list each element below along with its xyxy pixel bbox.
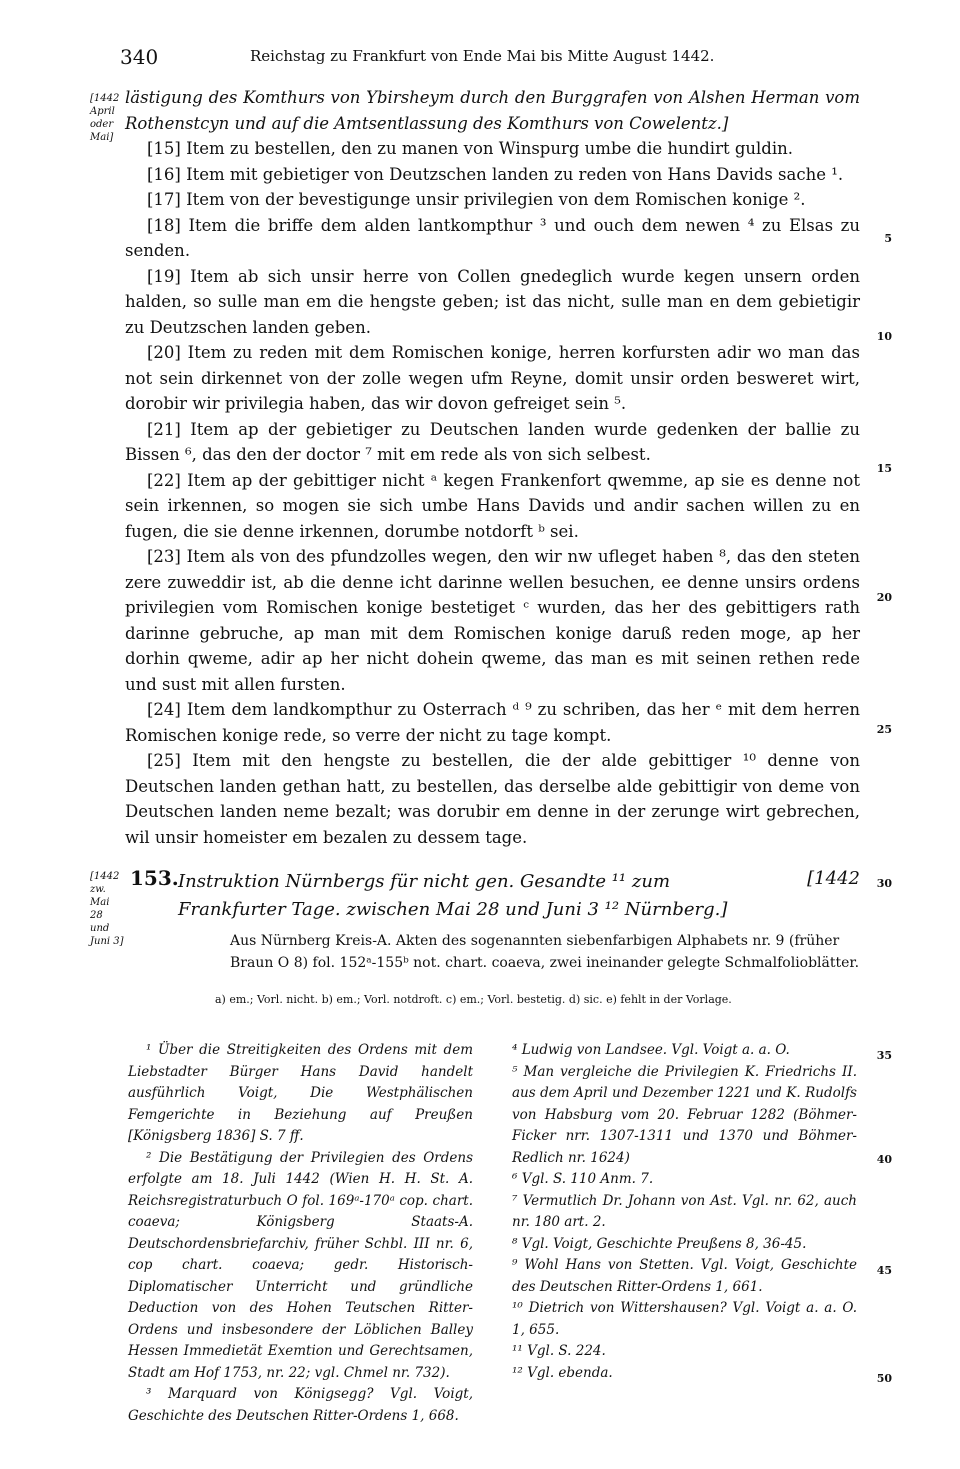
- footnotes-left-column: [128, 1040, 473, 1427]
- footnote-6: ⁶ Vgl. S. 110 Anm. 7.: [512, 1171, 654, 1187]
- footnote-2: ² Die Bestätigung der Privilegien des Ordens erfolgte am 18. Juli 1442 (Wien H. H. St. A. Reichsregistraturbuch O fol. 169ᵃ-170ᵃ cop. chart. coaeva; Königsberg Staats-A. Deutschordensbriefarchiv, früher Schbl. III nr. 6, cop chart. coaeva; gedr. Historisch-Diplomatischer Unterricht und gründliche Deduction von des Hohen Teutschen Ritter-Ordens und insbesondere der Löblichen Balley Hessen Immedietät Exemtion und Gerechtsamen, Stadt am Hof 1753, nr. 22; vgl. Chmel nr. 732).: [128, 1149, 473, 1381]
- running-head: Reichstag zu Frankfurt von Ende Mai bis Mitte August 1442.: [250, 47, 715, 65]
- line-number: 10: [876, 330, 892, 343]
- document-title: Instruktion Nürnbergs für nicht gen. Gesandte ¹¹ zum Frankfurter Tage. zwischen Mai 28 und Juni 3 ¹² Nürnberg.]: [178, 871, 728, 920]
- item-22: [22] Item ap der gebittiger nicht ᵃ kegen Frankenfort qwemme, ap sie es denne not sein irkennen, so mogen sie sich umbe Hans Davids und andir sachen willen zu en fugen, die sie denne irkennen, dorumbe notdorft ᵇ sei.: [125, 470, 860, 541]
- footnote-9: ⁹ Wohl Hans von Stetten. Vgl. Voigt, Geschichte des Deutschen Ritter-Ordens 1, 661.: [512, 1257, 857, 1295]
- body-text: [125, 85, 860, 850]
- item-23: [23] Item als von des pfundzolles wegen, den wir nw ufleget haben ⁸, das den steten zere zuweddir ist, ab die denne icht darinne wellen besuchen, ee denne unsirs ordens privilegien vom Romischen konige bestetiget ᶜ wurden, das her des gebittigers rath darinne gebruche, ap man mit dem Romischen konige daruß reden moge, ap her dorhin qweme, adir ap her nicht dohein qweme, das man es mit seinen rethen rede und sust mit allen fursten.: [125, 547, 860, 694]
- page-number: 340: [120, 45, 159, 69]
- item-20: [20] Item zu reden mit dem Romischen konige, herren korfursten adir wo man das not sein dirkennet von der zolle wegen ufm Reyne, domit unsir orden besweret wirt, dorobir wir privilegia haben, das wir dovon gefreiget sein ⁵.: [125, 343, 860, 413]
- critical-apparatus: a) em.; Vorl. nicht. b) em.; Vorl. notdroft. c) em.; Vorl. bestetig. d) sic. e) fehlt in der Vorlage.: [215, 993, 732, 1006]
- item-15: [15] Item zu bestellen, den zu manen von Winspurg umbe die hundirt guldin.: [147, 139, 794, 158]
- footnote-12: ¹² Vgl. ebenda.: [512, 1364, 613, 1381]
- line-number: 5: [884, 232, 892, 245]
- item-25: [25] Item mit den hengste zu bestellen, die der alde gebittiger ¹⁰ denne von Deutschen landen gethan hatt, zu bestellen, das derselbe alde gebittigir von deme von Deutschen landen neme bezalt; was dorubir em denne in der zerunge wirt gebrechen, wil unsir homeister em bezalen zu dessem tage.: [125, 751, 860, 847]
- footnote-11: ¹¹ Vgl. S. 224.: [512, 1343, 606, 1359]
- item-16: [16] Item mit gebietiger von Deutzschen landen zu reden von Hans Davids sache ¹.: [147, 164, 844, 184]
- line-number: 40: [876, 1153, 892, 1166]
- intro-paragraph: lästigung des Komthurs von Ybirsheym durch den Burggrafen von Alshen Herman vom Rothenstcyn und auf die Amtsentlassung des Komthurs von Cowelentz.]: [125, 88, 860, 133]
- item-17: [17] Item von der bevestigunge unsir privilegien von dem Romischen konige ².: [147, 190, 806, 209]
- line-number: 35: [876, 1049, 892, 1062]
- line-number: 25: [876, 723, 892, 736]
- page-header: [120, 45, 860, 75]
- margin-date-2: [1442 zw. Mai 28 und Juni 3]: [90, 871, 124, 947]
- footnote-10: ¹⁰ Dietrich von Wittershausen? Vgl. Voigt a. a. O. 1, 655.: [512, 1300, 857, 1338]
- footnote-7: ⁷ Vermutlich Dr. Johann von Ast. Vgl. nr. 62, auch nr. 180 art. 2.: [512, 1192, 857, 1230]
- document-date: [1442: [807, 868, 860, 889]
- source-note: Aus Nürnberg Kreis-A. Akten des sogenannten siebenfarbigen Alphabets nr. 9 (früher Braun O 8) fol. 152ᵃ-155ᵇ not. chart. coaeva, zwei ineinander gelegte Schmalfolioblätter.: [230, 933, 860, 971]
- footnote-3: ³ Marquard von Königsegg? Vgl. Voigt, Geschichte des Deutschen Ritter-Ordens 1, 668.: [128, 1386, 473, 1424]
- footnote-5: ⁵ Man vergleiche die Privilegien K. Friedrichs II. aus dem April und Dezember 1221 und K. Rudolfs von Habsburg vom 20. Februar 1282 (Böhmer-Ficker nrr. 1307-1311 und 1370 und Böhmer-Redlich nr. 1624): [512, 1063, 857, 1166]
- document-number: 153.: [130, 866, 179, 890]
- line-number: 50: [876, 1372, 892, 1385]
- footnote-8: ⁸ Vgl. Voigt, Geschichte Preußens 8, 36-45.: [512, 1235, 807, 1252]
- line-number: 20: [876, 591, 892, 604]
- item-21: [21] Item ap der gebietiger zu Deutschen landen wurde gedenken der ballie zu Bissen ⁶, das den der doctor ⁷ mit em rede als von sich selbest.: [125, 419, 860, 464]
- footnotes-right-column: [512, 1040, 857, 1384]
- line-number: 15: [876, 462, 892, 475]
- item-24: [24] Item dem landkompthur zu Osterrach ᵈ ⁹ zu schriben, das her ᵉ mit dem herren Romischen konige rede, so verre der nicht zu tage kompt.: [125, 700, 860, 745]
- item-19: [19] Item ab sich unsir herre von Collen gnedeglich wurde kegen unsern orden halden, so sulle man em die hengste geben; ist das nicht, sulle man en dem gebietigir zu Deutzschen landen geben.: [125, 266, 860, 337]
- line-number: 45: [876, 1264, 892, 1277]
- item-18: [18] Item die briffe dem alden lantkompthur ³ und ouch dem newen ⁴ zu Elsas zu senden.: [125, 215, 860, 260]
- footnote-4: ⁴ Ludwig von Landsee. Vgl. Voigt a. a. O.: [512, 1042, 790, 1058]
- margin-date-1: [1442 April oder Mai]: [90, 93, 120, 143]
- line-number: 30: [876, 877, 892, 890]
- footnote-1: ¹ Über die Streitigkeiten des Ordens mit dem Liebstadter Bürger Hans David handelt ausführlich Voigt, Die Westphälischen Femgerichte in Beziehung auf Preußen [Königsberg 1836] S. 7 ff.: [128, 1042, 473, 1144]
